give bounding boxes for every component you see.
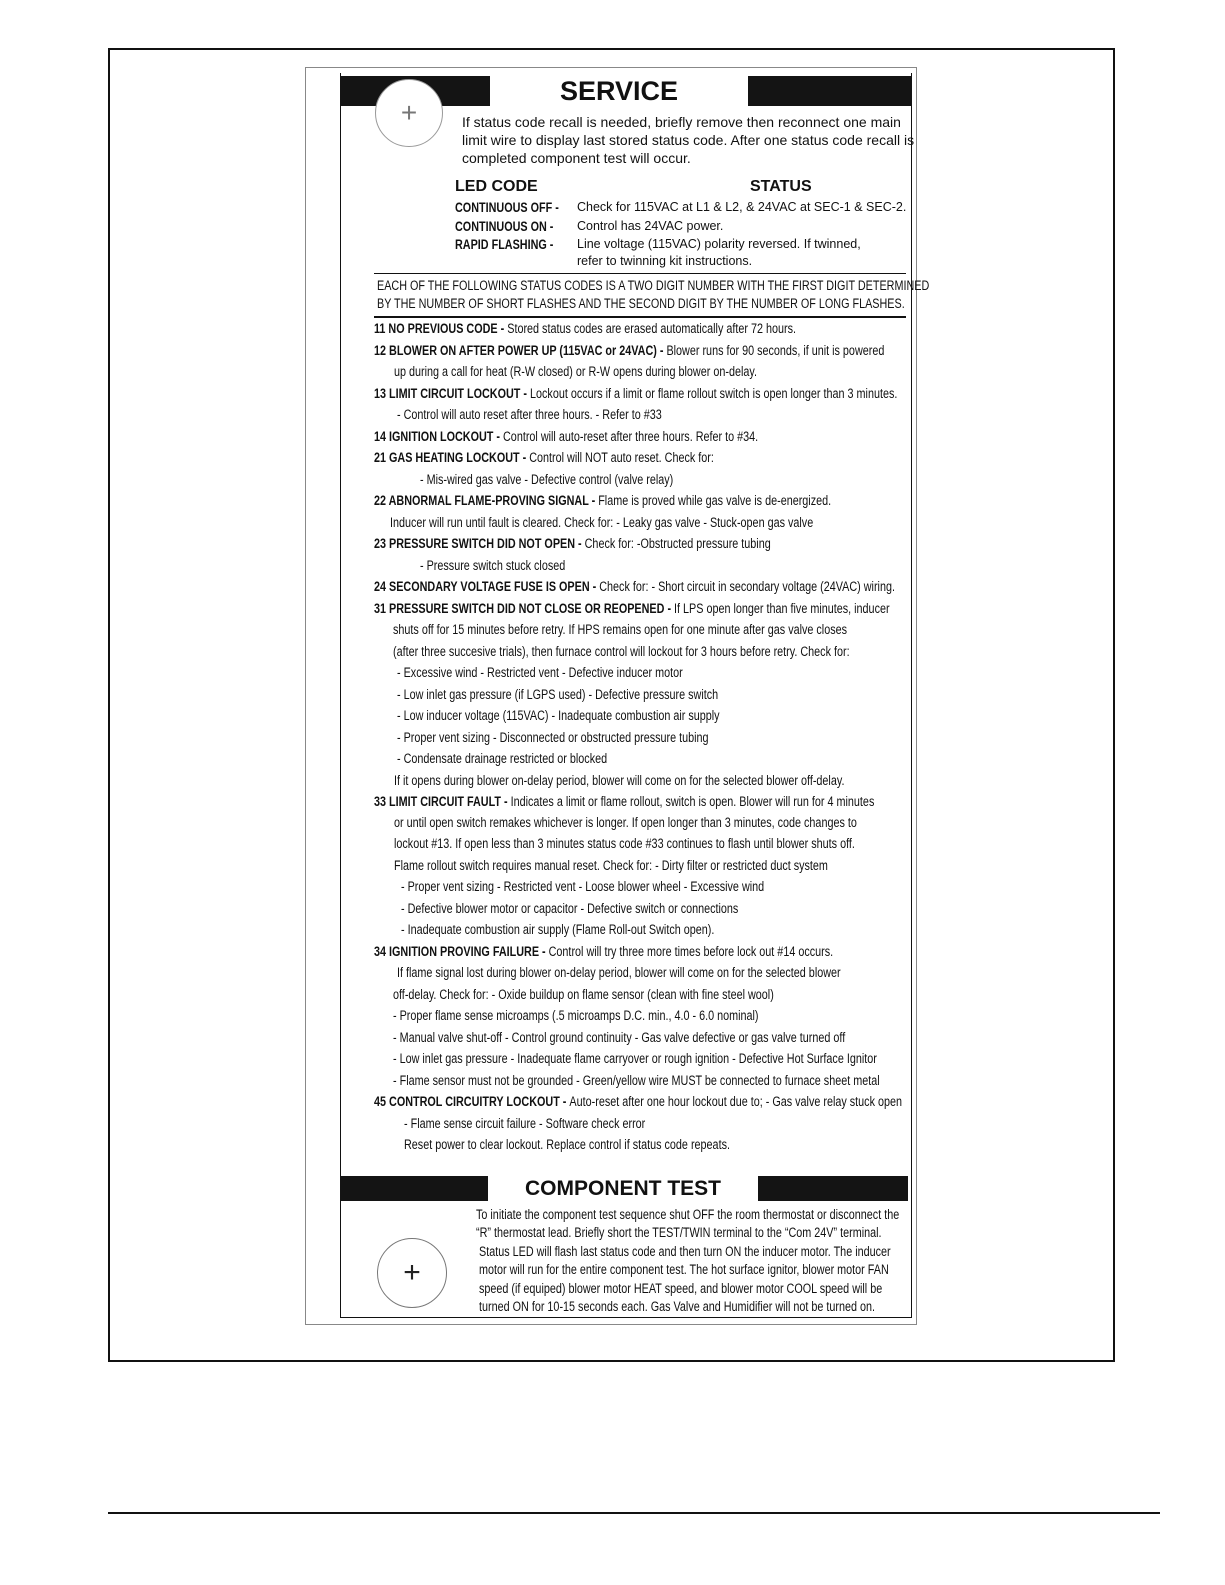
status-code-line	[374, 794, 874, 809]
status-code-text: - Defective blower motor or capacitor - Defective switch or connections	[401, 901, 739, 916]
status-code-text: If it opens during blower on-delay period, blower will come on for the selected blower off-delay.	[394, 773, 845, 788]
status-code-line	[393, 1030, 845, 1045]
status-code-text: Reset power to clear lockout. Replace control if status code repeats.	[404, 1137, 730, 1152]
status-code-line	[374, 944, 833, 959]
status-code-title: 21 GAS HEATING LOCKOUT -	[374, 450, 530, 465]
status-code-line	[393, 987, 774, 1002]
status-code-text: Stored status codes are erased automatically after 72 hours.	[507, 321, 796, 336]
led-status: Check for 115VAC at L1 & L2, & 24VAC at SEC-1 & SEC-2.	[577, 200, 907, 214]
status-code-text: off-delay. Check for: - Oxide buildup on flame sensor (clean with fine steel wool)	[393, 987, 774, 1002]
component-test-line: turned ON for 10-15 seconds each. Gas Valve and Humidifier will not be turned on.	[479, 1299, 876, 1314]
status-code-line	[397, 965, 841, 980]
led-status: refer to twinning kit instructions.	[577, 254, 753, 268]
status-code-line	[374, 429, 758, 444]
status-code-title: 31 PRESSURE SWITCH DID NOT CLOSE OR REOPENED -	[374, 601, 675, 616]
status-code-text: - Excessive wind - Restricted vent - Defective inducer motor	[397, 665, 683, 680]
status-code-line	[374, 601, 890, 616]
status-code-note: BY THE NUMBER OF SHORT FLASHES AND THE SECOND DIGIT BY THE NUMBER OF LONG FLASHES.	[377, 296, 905, 311]
status-code-line	[390, 515, 813, 530]
service-intro-line: If status code recall is needed, briefly remove then reconnect one main	[462, 114, 901, 130]
status-code-text: Control will auto-reset after three hours. Refer to #34.	[503, 429, 759, 444]
status-code-line	[394, 773, 844, 788]
status-code-line	[374, 321, 796, 336]
status-code-line	[394, 836, 855, 851]
status-code-title: 14 IGNITION LOCKOUT -	[374, 429, 504, 444]
divider	[374, 273, 906, 274]
led-status: Control has 24VAC power.	[577, 219, 724, 233]
status-code-line	[394, 815, 857, 830]
status-code-line	[397, 751, 607, 766]
service-intro-line: completed component test will occur.	[462, 150, 691, 166]
status-code-text: - Proper vent sizing - Disconnected or obstructed pressure tubing	[397, 730, 709, 745]
status-code-text: (after three succesive trials), then furnace control will lockout for 3 hours before retry. Check for:	[393, 644, 850, 659]
led-code-header: LED CODE	[455, 178, 538, 195]
led-code: RAPID FLASHING -	[455, 237, 554, 252]
status-code-line	[401, 901, 738, 916]
status-code-line	[374, 1094, 902, 1109]
status-code-note: EACH OF THE FOLLOWING STATUS CODES IS A TWO DIGIT NUMBER WITH THE FIRST DIGIT DETERMINED	[377, 278, 930, 293]
status-code-line	[374, 536, 771, 551]
status-code-line	[393, 1008, 759, 1023]
status-code-line	[393, 1051, 877, 1066]
led-code: CONTINUOUS OFF -	[455, 200, 559, 215]
status-code-text: - Low inlet gas pressure (if LGPS used) - Defective pressure switch	[397, 687, 719, 702]
status-code-title: 33 LIMIT CIRCUIT FAULT -	[374, 794, 511, 809]
status-code-line	[393, 644, 850, 659]
status-code-title: 23 PRESSURE SWITCH DID NOT OPEN -	[374, 536, 585, 551]
status-code-text: - Control will auto reset after three hours. - Refer to #33	[397, 407, 662, 422]
status-code-line	[420, 558, 565, 573]
crosshair-icon: +	[377, 1238, 447, 1308]
crosshair-icon: +	[375, 79, 443, 147]
status-code-text: - Flame sensor must not be grounded - Green/yellow wire MUST be connected to furnace sheet metal	[393, 1073, 880, 1088]
status-code-line	[393, 622, 847, 637]
status-code-text: up during a call for heat (R-W closed) or R-W opens during blower on-delay.	[394, 364, 757, 379]
component-test-line: motor will run for the entire component test. The hot surface ignitor, blower motor FAN	[479, 1262, 889, 1277]
status-code-line	[397, 665, 683, 680]
status-code-text: Lockout occurs if a limit or flame rollout switch is open longer than 3 minutes.	[530, 386, 898, 401]
status-code-line	[374, 343, 884, 358]
status-code-text: - Condensate drainage restricted or blocked	[397, 751, 608, 766]
status-code-text: - Manual valve shut-off - Control ground continuity - Gas valve defective or gas valve turned off	[393, 1030, 846, 1045]
status-code-text: Flame is proved while gas valve is de-energized.	[598, 493, 832, 508]
status-code-text: lockout #13. If open less than 3 minutes status code #33 continues to flash until blower shuts off.	[394, 836, 855, 851]
status-code-text: Inducer will run until fault is cleared. Check for: - Leaky gas valve - Stuck-open gas valve	[390, 515, 814, 530]
component-test-line: speed (if equiped) blower motor HEAT speed, and blower motor COOL speed will be	[479, 1281, 883, 1296]
status-code-title: 34 IGNITION PROVING FAILURE -	[374, 944, 549, 959]
status-code-text: or until open switch remakes whichever is longer. If open longer than 3 minutes, code changes to	[394, 815, 857, 830]
status-code-title: 11 NO PREVIOUS CODE -	[374, 321, 508, 336]
status-code-line	[401, 922, 714, 937]
component-test-title: COMPONENT TEST	[488, 1176, 758, 1201]
status-code-text: - Proper flame sense microamps (.5 microamps D.C. min., 4.0 - 6.0 nominal)	[393, 1008, 759, 1023]
status-code-line	[397, 730, 709, 745]
status-code-line	[374, 493, 831, 508]
service-title: SERVICE	[490, 76, 748, 106]
led-code: CONTINUOUS ON -	[455, 219, 554, 234]
status-code-text: shuts off for 15 minutes before retry. If HPS remains open for one minute after gas valve closes	[393, 622, 848, 637]
component-test-line: “R” thermostat lead. Briefly short the TEST/TWIN terminal to the “Com 24V” terminal.	[476, 1225, 882, 1240]
status-code-title: 24 SECONDARY VOLTAGE FUSE IS OPEN -	[374, 579, 600, 594]
page-footer-rule	[108, 1512, 1160, 1514]
status-code-text: If LPS open longer than five minutes, inducer	[674, 601, 890, 616]
status-code-title: 22 ABNORMAL FLAME-PROVING SIGNAL -	[374, 493, 599, 508]
status-code-text: - Inadequate combustion air supply (Flame Roll-out Switch open).	[401, 922, 715, 937]
status-code-title: 45 CONTROL CIRCUITRY LOCKOUT -	[374, 1094, 570, 1109]
status-code-line	[397, 407, 662, 422]
status-code-line	[394, 858, 828, 873]
status-code-line	[374, 450, 714, 465]
status-code-text: Control will NOT auto reset. Check for:	[529, 450, 714, 465]
status-code-title: 13 LIMIT CIRCUIT LOCKOUT -	[374, 386, 530, 401]
status-code-text: Blower runs for 90 seconds, if unit is powered	[666, 343, 885, 358]
status-code-text: - Proper vent sizing - Restricted vent - Loose blower wheel - Excessive wind	[401, 879, 765, 894]
led-status: Line voltage (115VAC) polarity reversed. If twinned,	[577, 237, 861, 251]
service-intro-line: limit wire to display last stored status code. After one status code recall is	[462, 132, 915, 148]
status-header: STATUS	[750, 178, 812, 195]
status-code-text: - Low inlet gas pressure - Inadequate flame carryover or rough ignition - Defective Hot Surface Ignitor	[393, 1051, 877, 1066]
status-code-text: - Mis-wired gas valve - Defective control (valve relay)	[420, 472, 674, 487]
status-code-text: Flame rollout switch requires manual reset. Check for: - Dirty filter or restricted duct system	[394, 858, 828, 873]
status-code-text: Auto-reset after one hour lockout due to; - Gas valve relay stuck open	[569, 1094, 902, 1109]
component-test-line: Status LED will flash last status code and then turn ON the inducer motor. The inducer	[479, 1244, 891, 1259]
status-code-line	[397, 708, 720, 723]
status-code-line	[374, 579, 895, 594]
status-code-text: If flame signal lost during blower on-delay period, blower will come on for the selected blower	[397, 965, 841, 980]
status-code-line	[393, 1073, 880, 1088]
status-code-text: Check for: - Short circuit in secondary voltage (24VAC) wiring.	[599, 579, 895, 594]
divider	[374, 316, 906, 318]
status-code-text: - Pressure switch stuck closed	[420, 558, 566, 573]
status-code-text: Check for: -Obstructed pressure tubing	[584, 536, 771, 551]
status-code-text: - Low inducer voltage (115VAC) - Inadequate combustion air supply	[397, 708, 720, 723]
component-test-line: To initiate the component test sequence shut OFF the room thermostat or disconnect the	[476, 1207, 900, 1222]
status-code-text: - Flame sense circuit failure - Software check error	[404, 1116, 646, 1131]
status-code-title: 12 BLOWER ON AFTER POWER UP (115VAC or 24VAC) -	[374, 343, 667, 358]
status-code-line	[404, 1116, 645, 1131]
status-code-line	[374, 386, 897, 401]
status-code-text: Control will try three more times before lock out #14 occurs.	[548, 944, 834, 959]
status-code-line	[404, 1137, 730, 1152]
status-code-line	[401, 879, 764, 894]
status-code-line	[397, 687, 718, 702]
status-code-line	[420, 472, 673, 487]
status-code-line	[394, 364, 757, 379]
status-code-text: Indicates a limit or flame rollout, switch is open. Blower will run for 4 minutes	[510, 794, 875, 809]
